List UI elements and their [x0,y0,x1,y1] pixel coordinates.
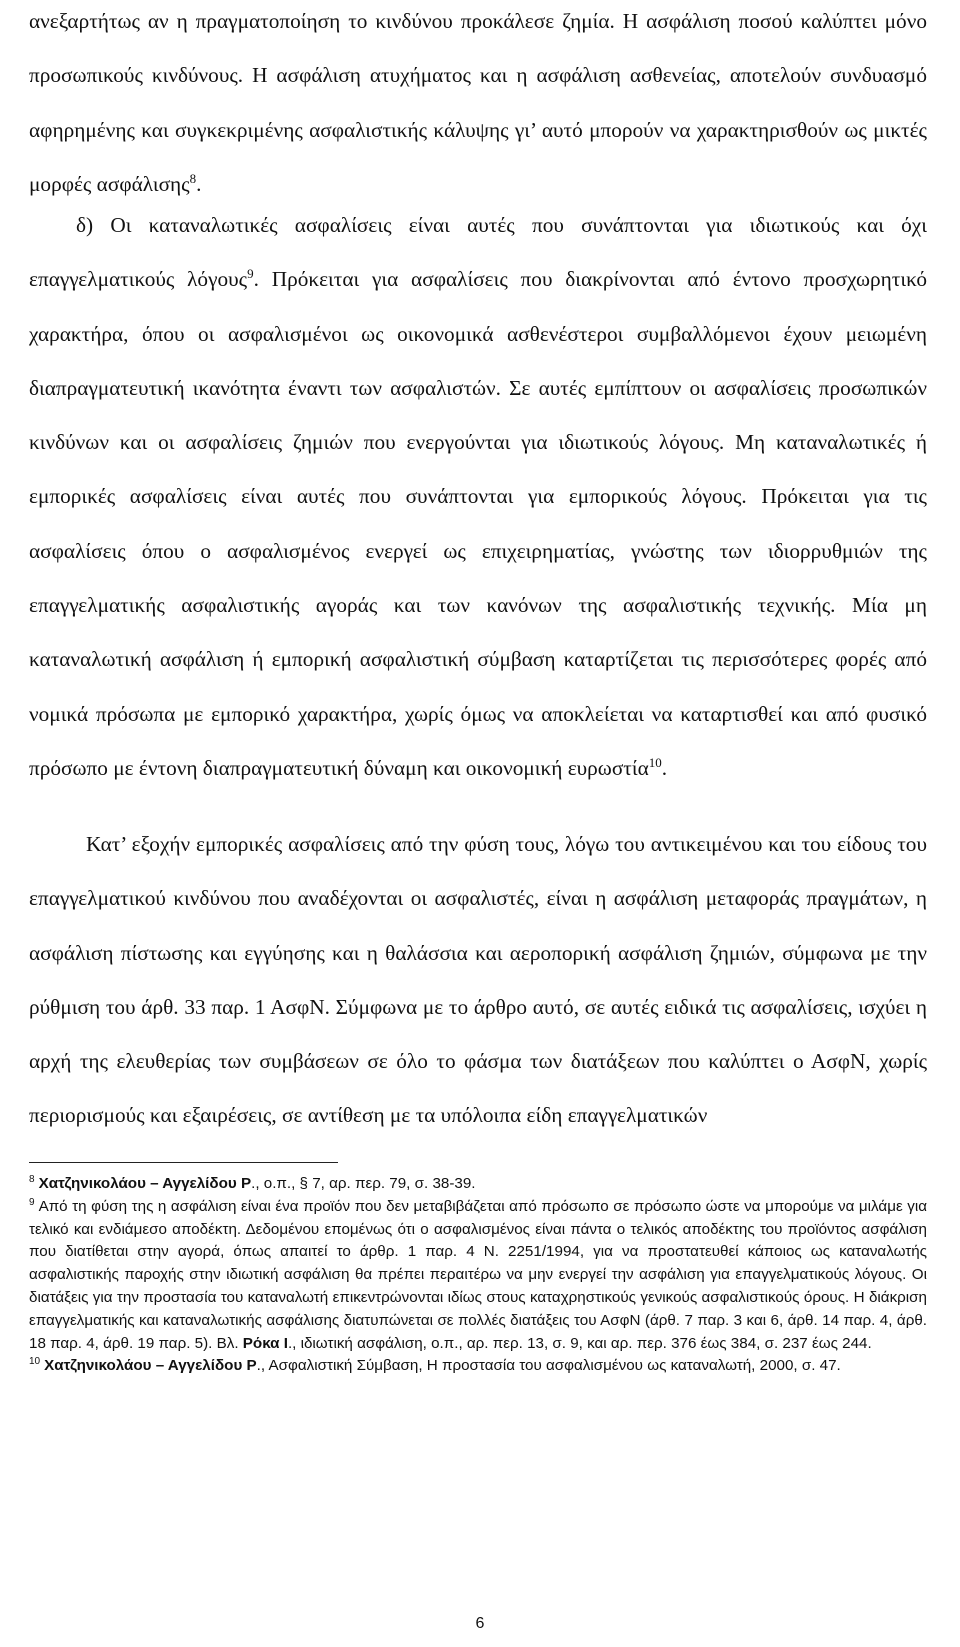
footnote-number: 8 [29,1173,35,1185]
footnotes-section [29,1173,927,1378]
body-paragraph-1 [29,0,927,211]
footnote-number: 9 [29,1196,35,1208]
footnote-reference-10[interactable]: 10 [648,754,662,770]
paragraph-text: . [196,171,202,196]
footnote-text: ., ιδιωτική ασφάλιση, ο.π., αρ. περ. 13, σ. 9, και αρ. περ. 376 έως 384, σ. 237 έως 244. [287,1334,872,1352]
footnote-8 [29,1173,927,1196]
paragraph-text: δ) Οι καταναλωτικές ασφαλίσεις είναι αυτές που συνάπτονται για ιδιωτικούς και όχι επαγγελματικούς λόγους [29,213,927,292]
footnote-10 [29,1355,927,1378]
paragraph-text: . [661,755,668,780]
paragraph-text: Κατ’ εξοχήν εμπορικές ασφαλίσεις από την φύση τους, λόγω του αντικειμένου και του είδους του επαγγελματικού κινδύνου που αναδέχονται οι ασφαλιστές, είναι η ασφάλιση μεταφοράς πραγμάτων, η ασφάλιση πίστωσης και εγγύησης και η θαλάσσια και αεροπορική ασφάλιση ζημιών, σύμφωνα με την ρύθμιση του άρθ. 33 παρ. 1 ΑσφΝ. Σύμφωνα με το άρθρο αυτό, σε αυτές ειδικά τις ασφαλίσεις, ισχύει η αρχή της ελευθερίας των συμβάσεων σε όλο το φάσμα των διατάξεων που καλύπτει ο ΑσφΝ, χωρίς περιορισμούς και εξαιρέσεις, σε αντίθεση με τα υπόλοιπα είδη επαγγελματικών [29,832,927,1128]
body-paragraph-3 [29,817,927,1143]
footnote-author: Χατζηνικολάου – Αγγελίδου Ρ [38,1175,252,1192]
footnote-author: Χατζηνικολάου – Αγγελίδου Ρ [44,1357,257,1375]
body-paragraph-2 [29,198,927,795]
page-number: 6 [475,1615,485,1632]
paragraph-text: . Πρόκειται για ασφαλίσεις που διακρίνονται από έντονο προσχωρητικό χαρακτήρα, όπου οι ασφαλισμένοι ως οικονομικά ασθενέστεροι συμβαλλόμενοι έχουν μειωμένη διαπραγματευτική ικανότητα έναντι των ασφαλιστών. Σε αυτές εμπίπτουν οι ασφαλίσεις προσωπικών κινδύνων και οι ασφαλίσεις ζημιών που ενεργούνται για ιδιωτικούς λόγους. Μη καταναλωτικές ή εμπορικές ασφαλίσεις είναι αυτές που συνάπτονται για εμπορικούς λόγους. Πρόκειται για τις ασφαλίσεις όπου ο ασφαλισμένος ενεργεί ως επιχειρηματίας, γνώστης των ιδιορρυθμιών της επαγγελματικής ασφαλιστικής αγοράς και των κανόνων της ασφαλιστικής τεχνικής. Μία μη καταναλωτική ασφάλιση ή εμπορική ασφαλιστική σύμβαση καταρτίζεται τις περισσότερες φορές από νομικά πρόσωπα με εμπορικό χαρακτήρα, χωρίς όμως να αποκλείεται να καταρτισθεί και από φυσικό πρόσωπο με έντονη διαπραγματευτική δύναμη και οικονομική ευρωστία [29,267,928,780]
footnote-author: Ρόκα Ι [242,1334,288,1352]
footnote-number: 10 [29,1356,41,1368]
footnote-text: Από τη φύση της η ασφάλιση είναι ένα προϊόν που δεν μεταβιβάζεται από πρόσωπο σε πρόσωπο ώστε να μπορούμε να μιλάμε για τελικό και ενδιάμεσο αποδέκτη. Δεδομένου επομένως ότι ο ασφαλισμένος είναι πάντα ο τελικός αποδέκτης του προϊόντος ασφάλιση που διατίθεται στην αγορά, όπως απαιτεί το άρθρ. 1 παρ. 4 Ν. 2251/1994, για να προστατευθεί κάποιος ως καταναλωτής ασφαλιστικής παροχής στην ιδιωτική ασφάλιση θα πρέπει περαιτέρω να μην ενεργεί την ασφάλιση για επαγγελματικούς λόγους. Οι διατάξεις για την προστασία του καταναλωτή επικεντρώνονται ιδίως στους καταχρηστικούς γενικούς ασφαλιστικούς όρους. Η διάκριση επαγγελματικής και καταναλωτικής ασφάλισης διατυπώνεται σε πολλές διατάξεις του ΑσφΝ (άρθ. 7 παρ. 3 και 6, άρθ. 14 παρ. 4, άρθ. 18 παρ. 4, άρθ. 19 παρ. 5). Βλ. [29,1197,927,1352]
footnote-reference-9[interactable]: 9 [247,266,254,282]
paragraph-text: ανεξαρτήτως αν η πραγματοποίηση το κινδύνου προκάλεσε ζημία. Η ασφάλιση ποσού καλύπτει μόνο προσωπικούς κινδύνους. Η ασφάλιση ατυχήματος και η ασφάλιση ασθενείας, αποτελούν συνδυασμό αφηρημένης και συγκεκριμένης ασφαλιστικής κάλυψης γι’ αυτό μπορούν να χαρακτηρισθούν ως μικτές μορφές ασφάλισης [29,9,927,196]
footnote-separator [29,1162,338,1163]
footnote-text: ., ο.π., § 7, αρ. περ. 79, σ. 38-39. [251,1175,476,1192]
footnote-text: ., Ασφαλιστική Σύμβαση, Η προστασία του ασφαλισμένου ως καταναλωτή, 2000, σ. 47. [256,1357,841,1375]
footnote-reference-8[interactable]: 8 [189,170,197,186]
footnote-9 [29,1196,927,1356]
